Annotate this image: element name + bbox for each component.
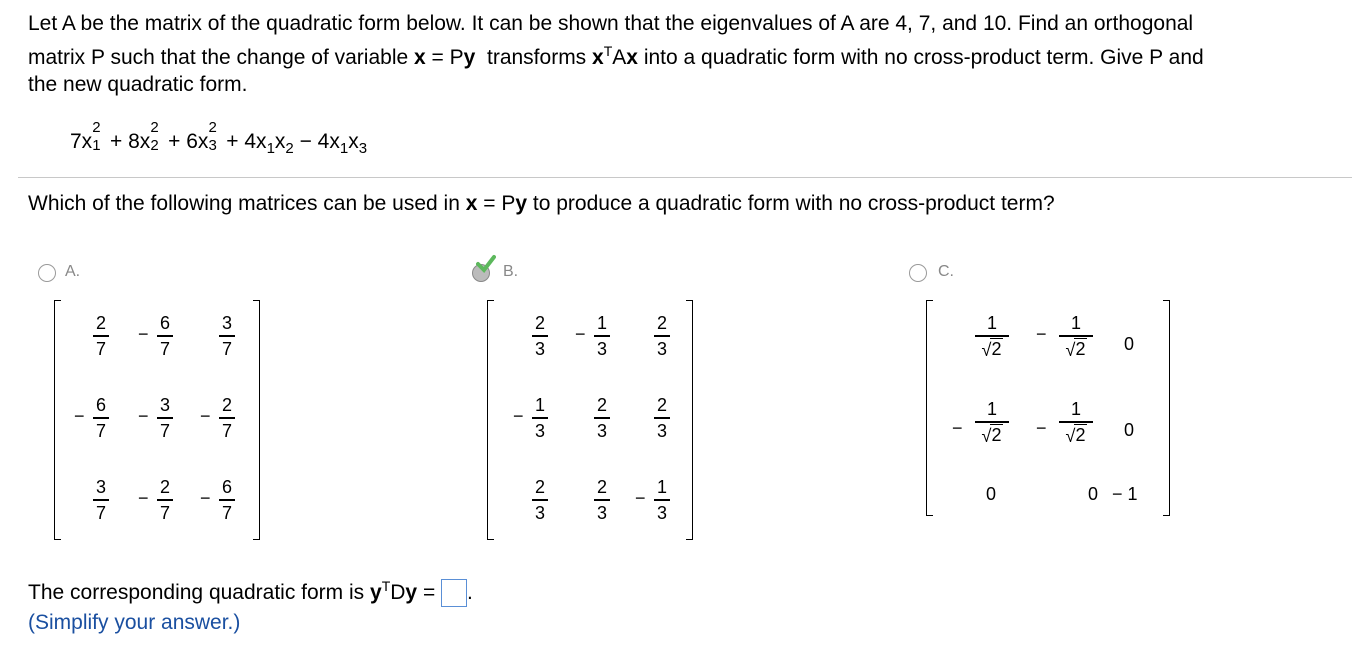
problem-line-3: the new quadratic form. [28, 73, 248, 96]
text: D [390, 581, 406, 604]
bracket-left [487, 300, 494, 540]
fraction: 3 7 [154, 394, 176, 442]
problem-line-1: Let A be the matrix of the quadratic form below. It can be shown that the eigenvalues of A are 4, 7, and 10. Find an orthogonal [28, 12, 1194, 35]
simplify-hint: (Simplify your answer.) [28, 611, 241, 634]
matrix-c[interactable] [926, 300, 1170, 516]
bold-x: x [414, 45, 426, 69]
bold-x: x [592, 45, 604, 69]
bold-y: y [515, 192, 528, 215]
bracket-right [686, 300, 693, 540]
problem-line-2 [28, 38, 1346, 72]
minus-sign: − [138, 324, 149, 344]
checkmark-icon [476, 254, 496, 274]
minus-sign: − [1036, 324, 1047, 344]
bold-y: y [370, 581, 382, 604]
minus-sign: − [635, 488, 646, 508]
minus-sign: − [138, 406, 149, 426]
sup-sub [150, 119, 162, 154]
term: − 4x [293, 130, 340, 153]
sub: 2 [285, 140, 294, 158]
text: The corresponding quadratic form is [28, 581, 370, 604]
sub: 3 [208, 137, 217, 154]
matrix-entry: 0 [986, 484, 997, 504]
matrix-a[interactable] [54, 300, 260, 540]
section-divider [18, 177, 1352, 178]
matrix-entry: 0 [1088, 484, 1099, 504]
fraction: 2 3 [529, 476, 551, 524]
fraction: 2 3 [651, 394, 673, 442]
sup: 2 [208, 119, 217, 136]
fraction: 1 √ 2 [972, 312, 1012, 360]
problem-statement [28, 10, 1346, 99]
term: + 8x [104, 130, 151, 153]
fraction: 2 7 [90, 312, 112, 360]
matrix-entry: 0 [1124, 420, 1135, 440]
bracket-right [1163, 300, 1170, 516]
bracket-left [54, 300, 61, 540]
text: transforms [475, 45, 593, 69]
quadratic-form [70, 119, 368, 158]
term: + 4x [220, 130, 267, 153]
answer-line [28, 578, 473, 607]
answer-input[interactable] [441, 579, 467, 607]
question-text [28, 192, 1055, 216]
bracket-right [253, 300, 260, 540]
text: = [417, 581, 442, 604]
minus-sign: − [74, 406, 85, 426]
matrix-entry: − 1 [1112, 484, 1138, 504]
fraction: 1 √ 2 [1056, 398, 1096, 446]
fraction: 2 7 [154, 476, 176, 524]
fraction: 6 7 [154, 312, 176, 360]
minus-sign: − [200, 488, 211, 508]
fraction: 3 7 [216, 312, 238, 360]
option-c-radio[interactable] [909, 264, 927, 282]
sub: 1 [339, 140, 349, 158]
term: x [274, 130, 286, 153]
bracket-left [926, 300, 933, 516]
transpose-sup: T [603, 42, 613, 59]
fraction: 1 3 [529, 394, 551, 442]
text: = P [425, 45, 464, 69]
sup-sub [92, 119, 104, 154]
minus-sign: − [138, 488, 149, 508]
fraction: 6 7 [90, 394, 112, 442]
fraction: 6 7 [216, 476, 238, 524]
matrix-b[interactable] [487, 300, 693, 540]
fraction: 1 √ 2 [972, 398, 1012, 446]
minus-sign: − [952, 418, 963, 438]
transpose-sup: T [381, 578, 391, 594]
minus-sign: − [575, 324, 586, 344]
fraction: 3 7 [90, 476, 112, 524]
text: A [612, 45, 627, 69]
text: Which of the following matrices can be used in [28, 192, 466, 215]
fraction: 1 √ 2 [1056, 312, 1096, 360]
minus-sign: − [513, 406, 524, 426]
minus-sign: − [200, 406, 211, 426]
sub: 1 [266, 140, 275, 158]
fraction: 2 7 [216, 394, 238, 442]
text: . [467, 581, 473, 604]
sub: 2 [150, 137, 159, 154]
bold-y: y [463, 45, 476, 69]
term: + 6x [162, 130, 209, 153]
text: into a quadratic form with no cross-product term. Give P and [637, 45, 1204, 69]
sup-sub [208, 119, 220, 154]
term: 7x [70, 130, 93, 153]
bold-x: x [465, 192, 478, 215]
option-b-label[interactable]: B. [503, 263, 519, 280]
text: matrix P such that the change of variable [28, 45, 414, 69]
term: x [348, 130, 359, 153]
fraction: 2 3 [591, 394, 613, 442]
sup: 2 [150, 119, 159, 136]
sub: 3 [358, 140, 368, 158]
fraction: 2 3 [651, 312, 673, 360]
fraction: 2 3 [529, 312, 551, 360]
minus-sign: − [1036, 418, 1047, 438]
bold-x: x [626, 45, 638, 69]
fraction: 2 3 [591, 476, 613, 524]
option-c-label[interactable]: C. [938, 263, 954, 280]
matrix-entry: 0 [1124, 334, 1135, 354]
sup: 2 [92, 119, 101, 136]
fraction: 1 3 [591, 312, 613, 360]
option-a-radio[interactable] [38, 264, 56, 282]
text: = P [477, 192, 516, 215]
text: to produce a quadratic form with no cross-product term? [527, 192, 1055, 215]
fraction: 1 3 [651, 476, 673, 524]
option-a-label[interactable]: A. [65, 263, 81, 280]
sub: 1 [92, 137, 101, 154]
bold-y: y [405, 581, 418, 604]
